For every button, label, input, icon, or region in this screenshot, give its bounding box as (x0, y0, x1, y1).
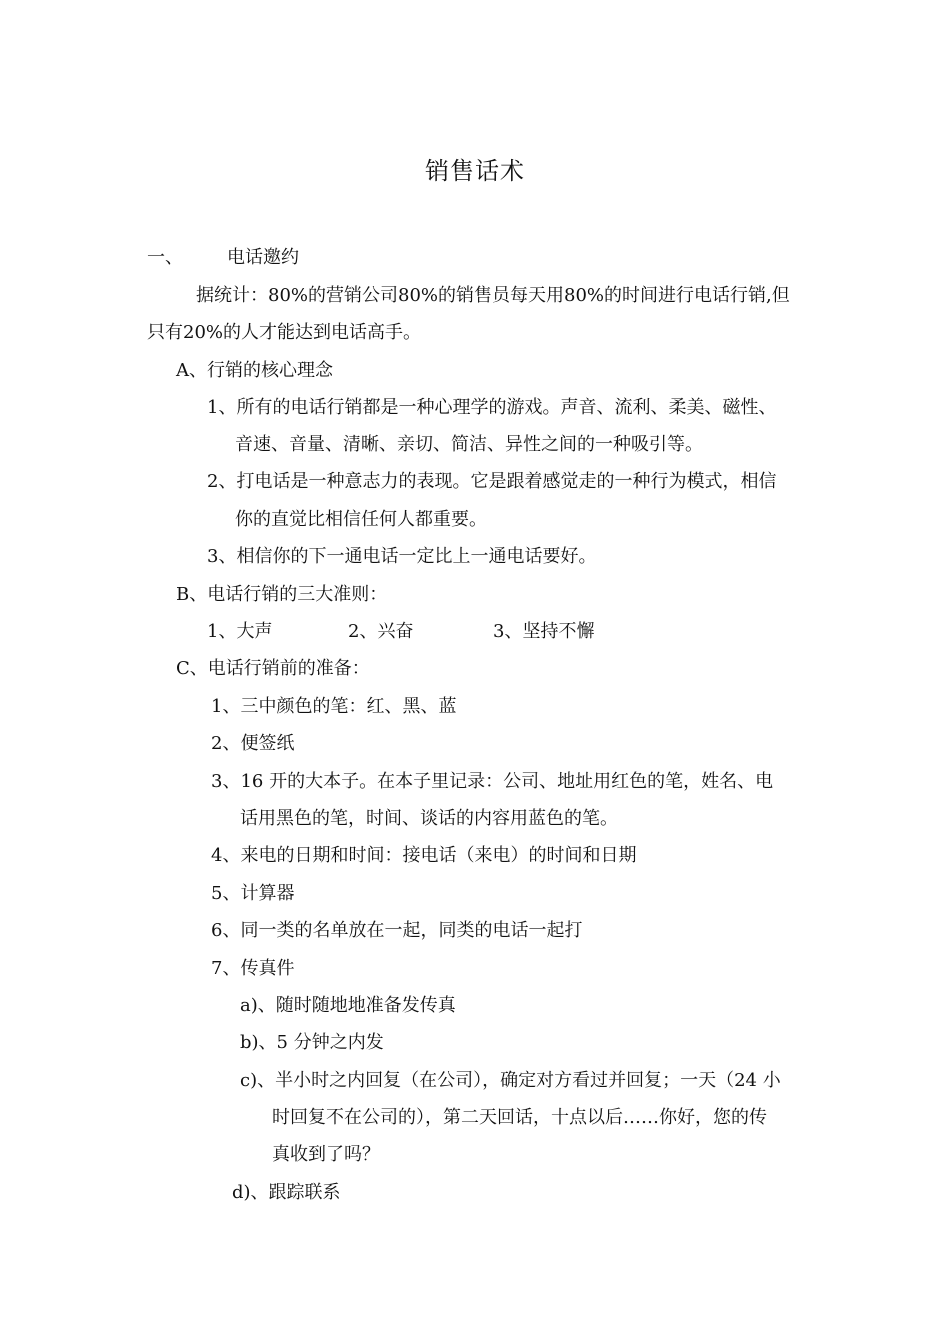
part-c-sub-c-line-3: 真收到了吗？ (272, 1144, 380, 1165)
part-a-heading: A、行销的核心理念 (176, 360, 333, 381)
part-c-item-2: 2、便签纸 (211, 733, 295, 754)
part-c-sub-c-line-1: c)、半小时之内回复（在公司），确定对方看过并回复；一天（24 小 (240, 1070, 781, 1091)
part-c-item-7: 7、传真件 (211, 958, 295, 979)
part-a-item-1-line-2: 音速、音量、清晰、亲切、简洁、异性之间的一种吸引等。 (235, 434, 703, 455)
part-c-sub-b: b)、5 分钟之内发 (240, 1032, 384, 1053)
part-a-item-3: 3、相信你的下一通电话一定比上一通电话要好。 (207, 546, 597, 567)
part-c-item-3-line-1: 3、16 开的大本子。在本子里记录：公司、地址用红色的笔，姓名、电 (211, 771, 774, 792)
part-c-heading: C、电话行销前的准备： (176, 658, 370, 679)
part-c-item-3-line-2: 话用黑色的笔，时间、谈话的内容用蓝色的笔。 (240, 808, 618, 829)
part-c-item-5: 5、计算器 (211, 883, 295, 904)
part-a-item-2-line-2: 你的直觉比相信任何人都重要。 (235, 509, 487, 530)
section-heading: 电话邀约 (227, 247, 299, 268)
part-c-sub-c-line-2: 时回复不在公司的），第二天回话，十点以后……你好，您的传 (272, 1107, 767, 1128)
document-title: 销售话术 (425, 157, 525, 185)
part-c-sub-a: a)、随时随地地准备发传真 (240, 995, 456, 1016)
part-a-item-2-line-1: 2、打电话是一种意志力的表现。它是跟着感觉走的一种行为模式，相信 (207, 471, 777, 492)
part-c-item-1: 1、三中颜色的笔：红、黑、蓝 (211, 696, 457, 717)
part-b-rule-1: 1、大声 (207, 621, 273, 642)
part-b-rule-2: 2、兴奋 (348, 621, 414, 642)
section-number: 一、 (147, 247, 183, 268)
intro-line-1: 据统计：80%的营销公司80%的销售员每天用80%的时间进行电话行销,但 (196, 285, 790, 306)
part-b-rule-3: 3、坚持不懈 (493, 621, 595, 642)
part-c-item-4: 4、来电的日期和时间：接电话（来电）的时间和日期 (211, 845, 637, 866)
part-c-item-6: 6、同一类的名单放在一起，同类的电话一起打 (211, 920, 583, 941)
part-b-heading: B、电话行销的三大准则： (176, 584, 388, 605)
intro-line-2: 只有20%的人才能达到电话高手。 (147, 322, 422, 343)
part-a-item-1-line-1: 1、所有的电话行销都是一种心理学的游戏。声音、流利、柔美、磁性、 (207, 397, 777, 418)
part-c-sub-d: d)、跟踪联系 (232, 1182, 341, 1203)
